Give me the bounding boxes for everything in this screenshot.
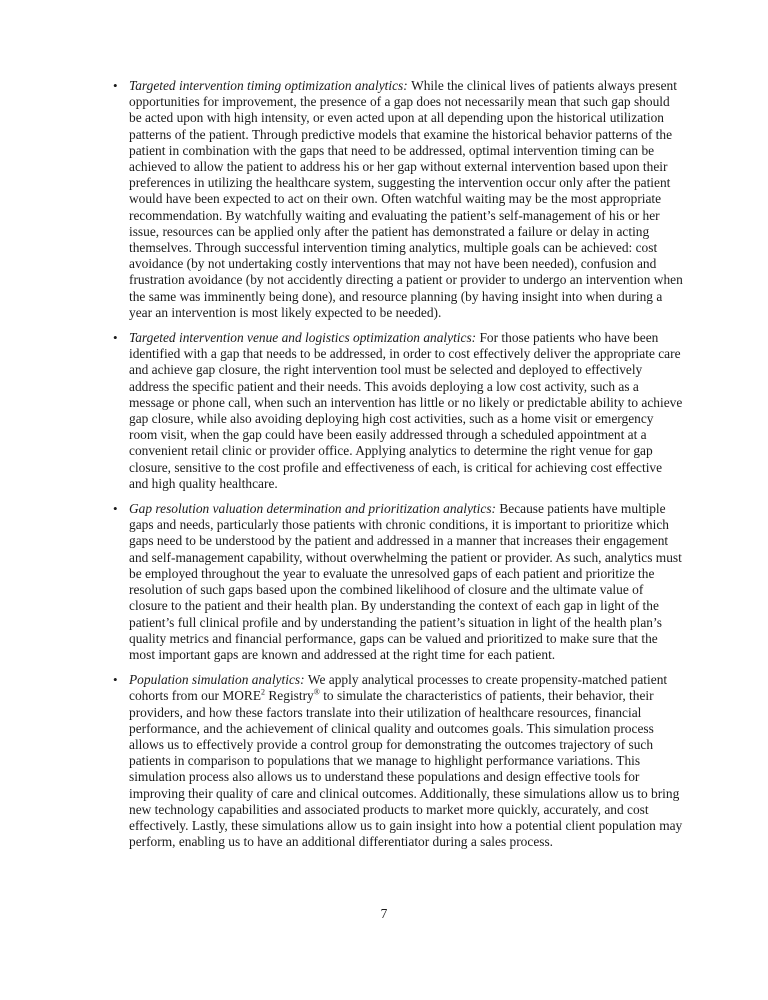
bullet-venue-logistics bbox=[113, 330, 683, 492]
bullet-lead: Targeted intervention venue and logistics optimization analytics: bbox=[129, 330, 480, 346]
page-number: 7 bbox=[380, 906, 388, 921]
bullet-list bbox=[113, 78, 683, 859]
bullet-body: Because patients have multiple gaps and needs, particularly those patients with chronic conditions, it is important to prioritize which gaps need to be understood by the patient and addressed in a manner that increases their engagement and self-management capability, without overwhelming the patient or provider. As such, analytics must be employed throughout the year to evaluate the unresolved gaps of each patient and prioritize the resolution of such gaps based upon the combined likelihood of closure and the ultimate value of closure to the patient and their health plan. By understanding the context of each gap in light of the patient’s full clinical profile and by understanding the patient’s situation in light of the health plan’s quality metrics and financial performance, gaps can be valued and prioritized to make sure that the most important gaps are known and addressed at the right time for each patient. bbox=[129, 501, 682, 662]
bullet-lead: Gap resolution valuation determination and prioritization analytics: bbox=[129, 501, 500, 517]
bullet-marker: • bbox=[113, 501, 118, 517]
bullet-body: For those patients who have been identified with a gap that needs to be addressed, in order to cost effectively deliver the appropriate care and achieve gap closure, the right intervention tool must be selected and deployed to effectively address the specific patient and their needs. This avoids deploying a low cost activity, such as a message or phone call, when such an intervention has little or no likely or predictable ability to achieve gap closure, while also avoiding deploying high cost activities, such as a home visit or emergency room visit, when the gap could have been easily addressed through a scheduled appointment at a convenient retail clinic or provider office. Applying analytics to determine the right venue for gap closure, sensitive to the cost profile and effectiveness of each, is critical for achieving cost effective and high quality healthcare. bbox=[129, 330, 683, 491]
superscript-two: 2 bbox=[261, 687, 266, 697]
bullet-marker: • bbox=[113, 78, 118, 93]
bullet-marker: • bbox=[113, 672, 118, 688]
registered-mark: ® bbox=[313, 687, 320, 697]
bullet-body-end: to simulate the characteristics of patients, their behavior, their providers, and how these factors translate into their utilization of healthcare resources, financial performance, and the achievement of clinical quality and outcomes goals. This simulation process allows us to effectively provide a control group for demonstrating the outcomes trajectory of such patients in comparison to populations that we manage to highlight performance variations. This simulation process also allows us to understand these populations and design effective tools for improving their quality of care and clinical outcomes. Additionally, these simulations allow us to bring new technology capabilities and associated products to market more quickly, accurately, and cost effectively. Lastly, these simulations allow us to gain insight into how a potential client population may perform, enabling us to have an additional differentiator during a sales process. bbox=[129, 688, 683, 850]
bullet-marker: • bbox=[113, 330, 118, 346]
bullet-body-registry: Registry bbox=[265, 688, 314, 704]
bullet-body-start: We apply analytical processes to create propensity-matched patient cohorts from our MORE bbox=[129, 672, 668, 704]
bullet-timing-optimization bbox=[113, 78, 683, 321]
bullet-lead: Targeted intervention timing optimization analytics: bbox=[129, 78, 412, 93]
bullet-body: While the clinical lives of patients always present opportunities for improvement, the presence of a gap does not necessarily mean that such gap should be acted upon with high intensity, or even acted upon at all depending upon the historical utilization patterns of the patient. Through predictive models that examine the historical behavior patterns of the patient in combination with the gaps that need to be addressed, optimal intervention timing can be achieved to allow the patient to address his or her gap without external intervention based upon their preferences in utilizing the healthcare system, suggesting the intervention occur only after the patient would have been expected to act on their own. Often watchful waiting may be the most appropriate recommendation. By watchfully waiting and evaluating the patient’s self-management of his or her issue, resources can be applied only after the patient has demonstrated a failure or delay in acting themselves. Through successful intervention timing analytics, multiple goals can be achieved: cost avoidance (by not undertaking costly interventions that may not have been needed), confusion and frustration avoidance (by not accidently directing a patient or provider to undergo an intervention when the same was imminently being done), and resource planning (by having insight into when during a year an intervention is most likely expected to be needed). bbox=[129, 78, 683, 320]
bullet-population-simulation bbox=[113, 672, 683, 850]
bullet-gap-resolution bbox=[113, 501, 683, 663]
bullet-lead: Population simulation analytics: bbox=[129, 672, 308, 688]
